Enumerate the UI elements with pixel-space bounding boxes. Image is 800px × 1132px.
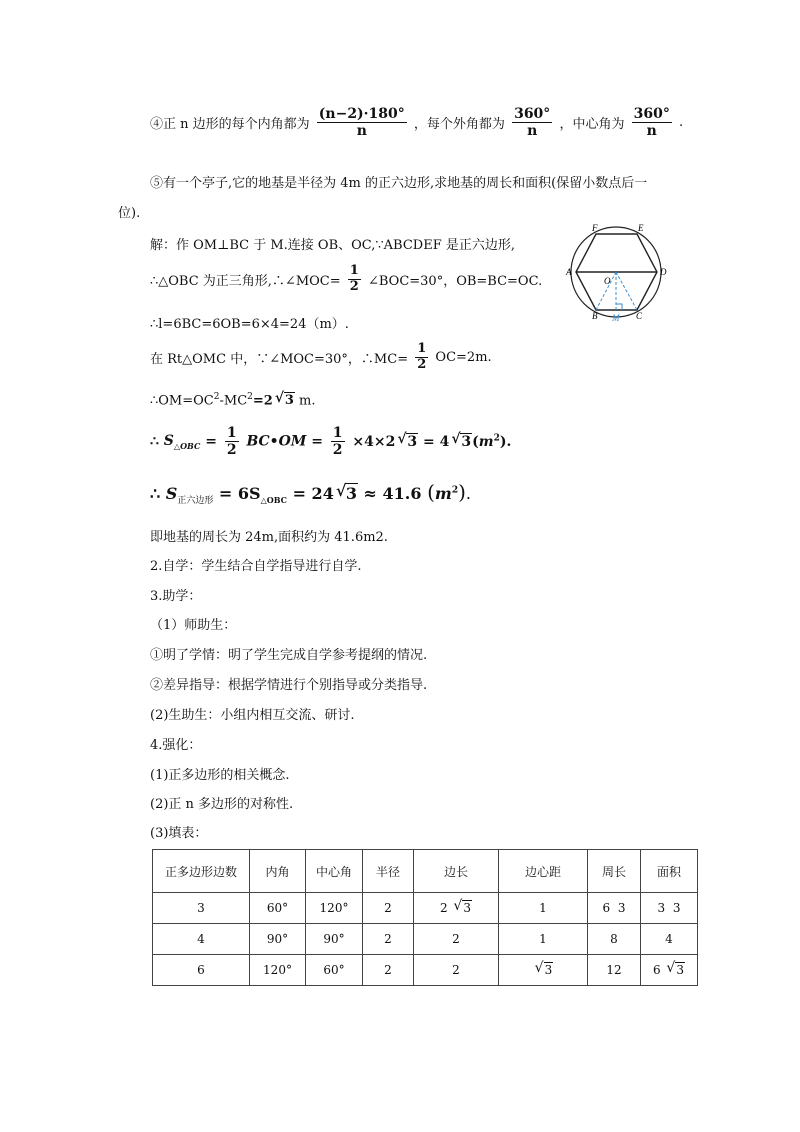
step-item: 4.强化： (150, 738, 202, 753)
step-item: (2)正 n 多边形的对称性. (150, 797, 294, 812)
area-unit-sup: 2 (493, 433, 500, 444)
area-coef-2: 6 (652, 963, 661, 977)
area-symbol: S (163, 432, 174, 449)
sqrt-radicand-2: 3 (407, 433, 418, 450)
table-cell: 4 (641, 924, 698, 955)
side-radicand: 3 (463, 901, 472, 915)
table-cell: 60° (250, 893, 306, 924)
step-item: (1)正多边形的相关概念. (150, 768, 290, 783)
equals: = (205, 433, 217, 450)
step-item: 2.自学：学生结合自学指导进行自学. (150, 559, 362, 574)
header-perimeter: 周长 (588, 850, 641, 893)
header-sides: 正多边形边数 (153, 850, 250, 893)
step-item: ①明了学情：明了学生完成自学参考提纲的情况. (150, 648, 428, 663)
six-times-area: = 6S (218, 484, 261, 503)
bc-om-product: BC•OM = (246, 433, 323, 450)
table-cell: 1 (499, 924, 588, 955)
step-item: ②差异指导：根据学情进行个别指导或分类指导. (150, 678, 428, 693)
solution-line7: ∴ $S_{正六边形} = 6S_{\triangle OBC} = 24$ √ 3 ≈ 41.6 $(m^2)$. (150, 480, 471, 507)
line7-end: . (465, 484, 471, 503)
area-subscript: △OBC (173, 440, 201, 451)
solution-line6 (150, 425, 511, 458)
half-denominator-2: 2 (417, 356, 427, 372)
half-fraction-2 (415, 342, 428, 373)
table-cell: 60° (306, 955, 363, 986)
item5-line2: 位). (118, 206, 141, 221)
table-cell: 3 (153, 893, 250, 924)
table-cell: 4 (153, 924, 250, 955)
item5-line1: ⑤有一个亭子,它的地基是半径为 4m 的正六边形,求地基的周长和面积(保留小数点后一 (150, 176, 648, 191)
area-product-tail: ×4×2 (352, 433, 396, 450)
unit-paren-left: ( (472, 433, 479, 450)
table-cell: 2 (414, 955, 499, 986)
solution-line4-a: 在 Rt△OMC 中，∵∠MOC=30°，∴MC= (150, 351, 409, 367)
sqrt-radicand-4: 3 (345, 484, 357, 503)
table-cell: 6 (153, 955, 250, 986)
label-e: E (638, 223, 644, 233)
table-cell: 2 (414, 924, 499, 955)
half-fraction-4 (331, 425, 345, 458)
solution-line2 (150, 264, 542, 295)
table-cell: 120° (250, 955, 306, 986)
solution-line4-b: OC=2m. (435, 349, 492, 365)
solution-line3: ∴l=6BC=6OB=6×4=24（m）. (150, 317, 349, 332)
solution-line2-b: ∠BOC=30°，OB=BC=OC. (367, 273, 543, 289)
sqrt-symbol-t3: √ 3 (666, 960, 685, 977)
om-expr-c: =2 (252, 393, 273, 409)
side-coef: 2 (439, 901, 448, 915)
sqrt-symbol: √ 3 (274, 390, 294, 409)
item4-line (150, 106, 683, 139)
sqrt-radicand: 3 (284, 393, 294, 409)
table-cell: 8 (588, 924, 641, 955)
half-denominator-4: 2 (332, 442, 343, 459)
area-coef: 3 (657, 901, 666, 915)
table-cell: 2 (363, 893, 414, 924)
apothem-radicand: 3 (544, 963, 553, 977)
area-unit: m (478, 433, 494, 450)
central-angle-numerator: 360° (633, 106, 670, 122)
table-cell (641, 893, 698, 924)
table-row (153, 924, 698, 955)
header-area: 面积 (641, 850, 698, 893)
half-numerator-3: 1 (226, 425, 237, 441)
header-apothem: 边心距 (499, 850, 588, 893)
half-denominator-3: 2 (226, 442, 237, 459)
table-header-row (153, 850, 698, 893)
header-side-length: 边长 (414, 850, 499, 893)
label-o: O (604, 276, 611, 286)
table-cell (414, 893, 499, 924)
therefore-symbol: ∴ (150, 433, 159, 450)
table-cell: 90° (306, 924, 363, 955)
area-result: = 4 (423, 433, 450, 450)
table-cell: 2 (363, 955, 414, 986)
half-numerator-4: 1 (332, 425, 343, 441)
table-cell (641, 955, 698, 986)
om-expr-a: ∴OM=OC (150, 393, 214, 409)
table-cell (499, 955, 588, 986)
step-item: 3.助学： (150, 589, 202, 604)
solution-line1: 解：作 OM⊥BC 于 M.连接 OB、OC,∵ABCDEF 是正六边形, (150, 238, 515, 253)
interior-angle-denominator: n (356, 123, 367, 140)
om-expr-d: m. (294, 393, 316, 409)
label-c: C (636, 311, 643, 321)
item4-prefix: ④正 n 边形的每个内角都为 (150, 117, 310, 133)
hexagon-figure (560, 220, 680, 325)
table-row (153, 893, 698, 924)
step-item: (3)填表： (150, 826, 208, 841)
sqrt-symbol-3: √ 3 (451, 430, 472, 450)
perimeter-radicand: 3 (617, 901, 626, 915)
area-radicand: 3 (672, 901, 681, 915)
half-numerator-2: 1 (417, 341, 427, 356)
label-m: M (612, 313, 620, 323)
exterior-angle-numerator: 360° (514, 106, 551, 122)
solution-line2-a: ∴△OBC 为正三角形,∴∠MOC= (150, 273, 341, 289)
header-interior-angle: 内角 (250, 850, 306, 893)
exterior-angle-denominator: n (527, 123, 538, 140)
area-radicand-2: 3 (676, 963, 685, 977)
step-item: (2)生助生：小组内相互交流、研讨. (150, 708, 355, 723)
half-denominator: 2 (349, 278, 359, 294)
item4-mid: ，每个外角都为 (413, 117, 505, 133)
sqrt-symbol-4: √ 3 (335, 481, 357, 503)
hexagon-area-subscript: 正六边形 (177, 496, 214, 507)
hexagon-area-exact: = 24 (292, 484, 334, 503)
step-item: （1）师助生： (150, 618, 237, 633)
om-expr-sup1: 2 (213, 392, 220, 402)
half-fraction-3 (225, 425, 239, 458)
solution-line4 (150, 342, 492, 373)
om-expr-b: -MC (219, 393, 248, 409)
hexagon-area-symbol: S (165, 484, 178, 503)
table-row (153, 955, 698, 986)
right-angle-mark (616, 304, 622, 310)
table-cell: 12 (588, 955, 641, 986)
label-f: F (592, 223, 598, 233)
sqrt-symbol-2: √ 3 (397, 430, 418, 450)
label-b: B (592, 311, 598, 321)
therefore-symbol-2: ∴ (150, 484, 161, 503)
hexagon-area-approx: ≈ 41.6 (363, 484, 422, 503)
polygon-table (152, 849, 698, 986)
label-a: A (566, 267, 572, 277)
interior-angle-fraction (317, 106, 407, 139)
om-expr-sup2: 2 (247, 392, 253, 402)
solution-line5 (150, 392, 315, 408)
item4-mid2: ，中心角为 (559, 117, 625, 133)
half-fraction (348, 264, 361, 295)
table-cell (588, 893, 641, 924)
table-cell: 90° (250, 924, 306, 955)
sqrt-symbol-t2: √ 3 (534, 960, 553, 977)
table-cell: 1 (499, 893, 588, 924)
sqrt-radicand-3: 3 (461, 433, 472, 450)
central-angle-denominator: n (646, 123, 657, 140)
sqrt-symbol-t1: √ 3 (453, 898, 472, 915)
label-d: D (660, 267, 667, 277)
table-cell: 120° (306, 893, 363, 924)
hexagon-area-unit: m (434, 484, 452, 503)
header-radius: 半径 (363, 850, 414, 893)
perimeter-coef: 6 (602, 901, 611, 915)
unit-paren-right: ). (499, 433, 512, 450)
exterior-angle-fraction (512, 106, 552, 139)
table-cell: 2 (363, 924, 414, 955)
triangle-area-subscript: △OBC (260, 495, 287, 506)
conclusion: 即地基的周长为 24m,面积约为 41.6m2. (150, 530, 388, 545)
central-angle-fraction (632, 106, 672, 139)
half-numerator: 1 (349, 263, 359, 278)
item4-end: . (678, 115, 684, 131)
header-central-angle: 中心角 (306, 850, 363, 893)
interior-angle-numerator: (n−2)·180° (318, 106, 405, 122)
hexagon-area-unit-sup: 2 (451, 485, 459, 496)
